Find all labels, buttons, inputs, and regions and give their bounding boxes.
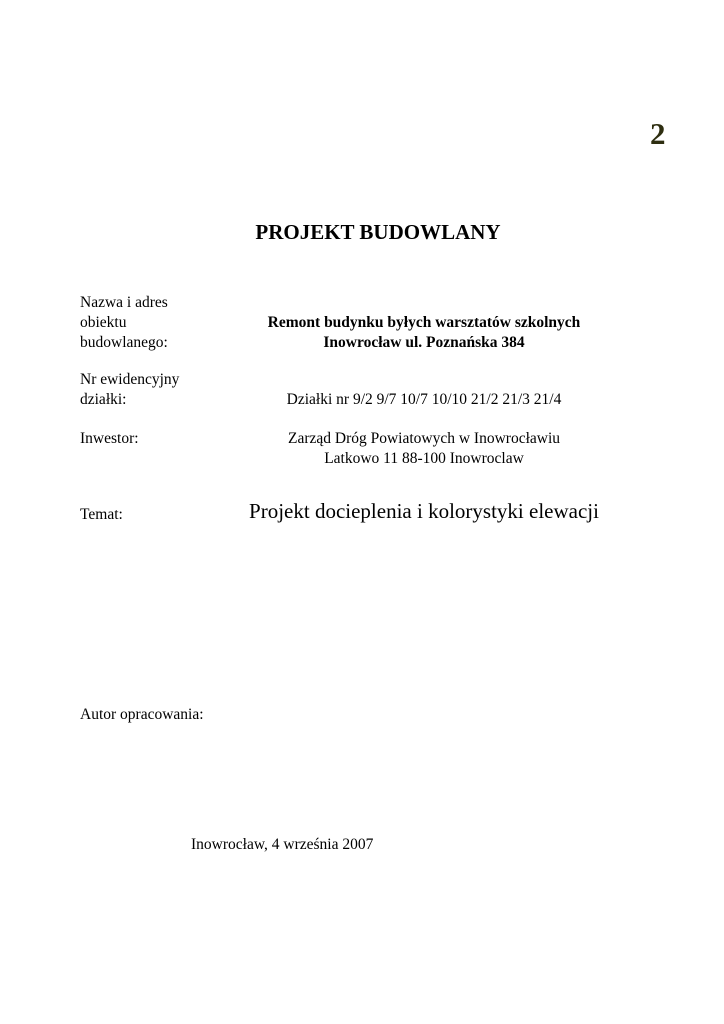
investor-value-line: Latkowo 11 88-100 Inowroclaw [324,450,524,467]
document-title: PROJEKT BUDOWLANY [255,220,501,244]
object-label-line: obiektu [80,314,127,331]
object-value-line: Inowrocław ul. Poznańska 384 [323,334,525,351]
object-value [246,313,602,353]
plot-value: Działki nr 9/2 9/7 10/7 10/10 21/2 21/3 21/4 [286,391,562,408]
investor-label: Inwestor: [80,430,139,447]
place-date: Inowrocław, 4 września 2007 [191,836,374,853]
object-value-line: Remont budynku byłych warsztatów szkolnych [267,314,581,331]
plot-label-line: Nr ewidencyjny [80,371,180,388]
plot-label-line: działki: [80,391,127,408]
investor-value [246,429,602,469]
investor-value-line: Zarząd Dróg Powiatowych w Inowrocławiu [287,430,561,447]
object-label-line: budowlanego: [80,334,168,351]
object-label [80,293,168,353]
topic-value: Projekt docieplenia i kolorystyki elewacji [249,499,599,523]
page-number: 2 [650,116,666,151]
plot-label [80,370,179,410]
object-label-line: Nazwa i adres [80,294,168,311]
author-label: Autor opracowania: [80,706,204,723]
topic-label: Temat: [80,506,123,523]
